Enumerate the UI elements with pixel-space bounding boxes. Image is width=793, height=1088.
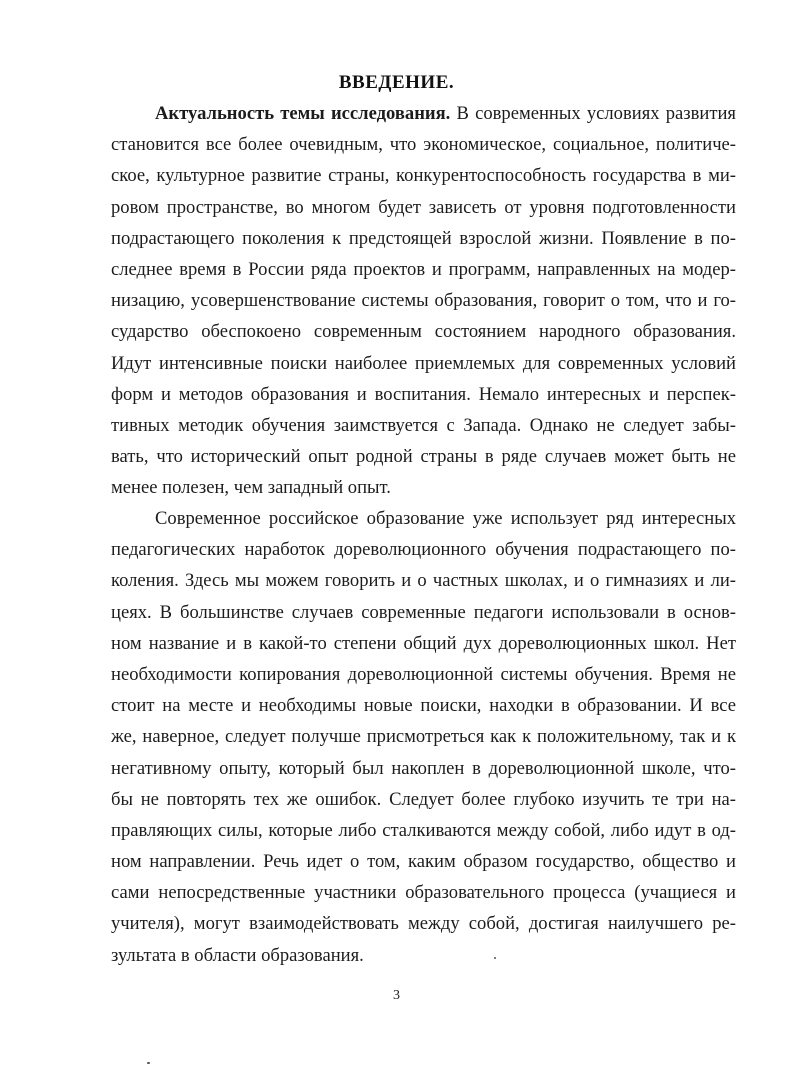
paragraph-line: ном направлении. Речь идет о том, каким образом государство, общество и (111, 851, 736, 873)
paragraph-line: ном название и в какой-то степени общий дух дореволюционных школ. Нет (111, 632, 736, 654)
paragraph-line: менее полезен, чем западный опыт. (111, 477, 391, 499)
paragraph-line (111, 98, 736, 129)
paragraph-line: Современное российское образование уже использует ряд интересных (155, 508, 736, 529)
paragraph-line: становится все более очевидным, что экономическое, социальное, политиче- (111, 134, 736, 156)
paragraph-line: Идут интенсивные поиски наиболее приемлемых для современных условий (111, 352, 736, 374)
paragraph-line: учителя), могут взаимодействовать между собой, достигая наилучшего ре- (111, 913, 736, 935)
paragraph-line: же, наверное, следует получше присмотреться как к положительному, так и к (111, 726, 736, 748)
paragraph-line: стоит на месте и необходимы новые поиски, находки в образовании. И все (111, 695, 736, 717)
paragraph-line: негативному опыту, который был накоплен в дореволюционной школе, что- (111, 757, 736, 779)
paragraph-line: подрастающего поколения к предстоящей взрослой жизни. Появление в по- (111, 227, 736, 249)
paragraph-relevance (111, 98, 736, 503)
paragraph-line-text: В современных условиях развития (450, 103, 736, 124)
paragraph-line: зультата в области образования. (111, 944, 364, 966)
paragraph-line: тивных методик обучения заимствуется с Запада. Однако не следует забы- (111, 414, 736, 436)
paragraph-line: следнее время в России ряда проектов и программ, направленных на модер- (111, 258, 736, 280)
paragraph-line: правляющих силы, которые либо сталкиваются между собой, либо идут в од- (111, 819, 736, 841)
paragraph-line: педагогических наработок дореволюционного обучения подрастающего по- (111, 539, 736, 561)
paragraph-line: вать, что исторический опыт родной страны в ряде случаев может быть не (111, 446, 736, 468)
paragraph-line: ровом пространстве, во многом будет зависеть от уровня подготовленности (111, 196, 736, 218)
paragraph-line: ское, культурное развитие страны, конкурентоспособность государства в ми- (111, 165, 736, 187)
paragraph-line: низацию, усовершенствование системы образования, говорит о том, что и го- (111, 290, 736, 312)
paragraph-line: коления. Здесь мы можем говорить и о частных школах, и о гимназиях и ли- (111, 570, 736, 592)
page-number: 3 (393, 988, 400, 1003)
paragraph-line: бы не повторять тех же ошибок. Следует более глубоко изучить те три на- (111, 788, 736, 810)
section-lead: Актуальность темы исследования. (155, 103, 451, 124)
paragraph-line: сударство обеспокоено современным состоянием народного образования. (111, 321, 736, 343)
paragraph-line: сами непосредственные участники образовательного процесса (учащиеся и (111, 882, 736, 904)
paragraph-line: форм и методов образования и воспитания. Немало интересных и перспек- (111, 383, 736, 405)
paragraph-modern-education (111, 503, 736, 971)
scan-speck (494, 957, 496, 959)
paragraph-line: необходимости копирования дореволюционной системы обучения. Время не (111, 663, 736, 685)
scan-speck (147, 1062, 150, 1064)
page-title: ВВЕДЕНИЕ. (338, 72, 455, 93)
paragraph-line: цеях. В большинстве случаев современные педагоги использовали в основ- (111, 601, 736, 623)
